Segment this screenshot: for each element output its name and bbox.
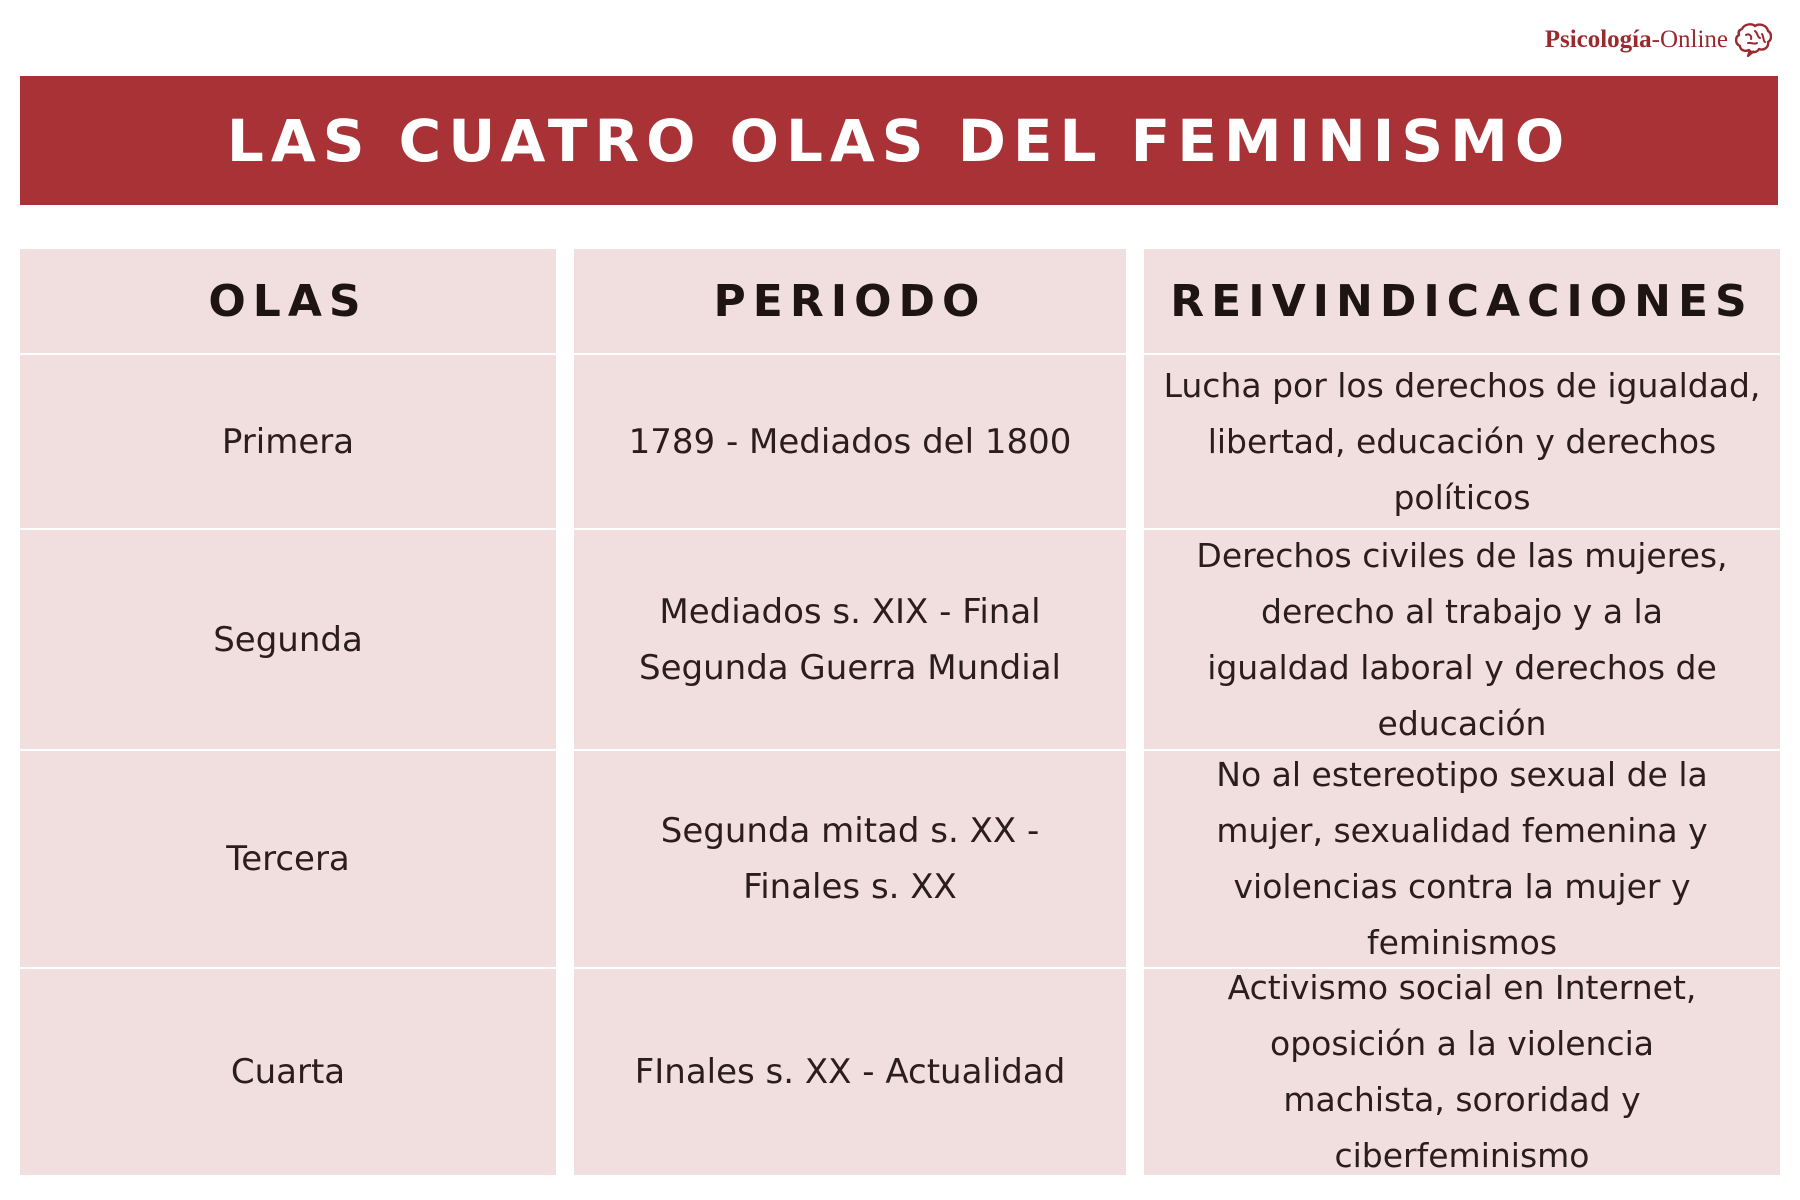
brain-icon xyxy=(1734,23,1772,57)
row-4-ola: Cuarta xyxy=(20,969,556,1175)
brand-logo xyxy=(1545,22,1772,58)
column-header-reivindicaciones: REIVINDICACIONES xyxy=(1144,249,1780,353)
column-header-olas: OLAS xyxy=(20,249,556,353)
row-3-ola: Tercera xyxy=(20,751,556,967)
brand-name: Psicología xyxy=(1544,26,1652,53)
feminism-waves-table xyxy=(20,249,1780,1175)
row-1-ola: Primera xyxy=(20,355,556,528)
row-2-periodo: Mediados s. XIX - Final Segunda Guerra Mundial xyxy=(574,530,1126,749)
row-3-periodo: Segunda mitad s. XX - Finales s. XX xyxy=(574,751,1126,967)
row-1-periodo: 1789 - Mediados del 1800 xyxy=(574,355,1126,528)
title-banner xyxy=(20,76,1778,205)
page-title: LAS CUATRO OLAS DEL FEMINISMO xyxy=(226,106,1572,175)
column-header-periodo: PERIODO xyxy=(574,249,1126,353)
row-4-periodo: FInales s. XX - Actualidad xyxy=(574,969,1126,1175)
brand-suffix: -Online xyxy=(1651,26,1728,53)
row-2-ola: Segunda xyxy=(20,530,556,749)
row-2-reivindicaciones: Derechos civiles de las mujeres, derecho al trabajo y a la igualdad laboral y derechos de educación xyxy=(1144,530,1780,749)
row-4-reivindicaciones: Activismo social en Internet, oposición a la violencia machista, sororidad y ciberfeminismo xyxy=(1144,969,1780,1175)
row-1-reivindicaciones: Lucha por los derechos de igualdad, libertad, educación y derechos políticos xyxy=(1144,355,1780,528)
row-3-reivindicaciones: No al estereotipo sexual de la mujer, sexualidad femenina y violencias contra la mujer y feminismos xyxy=(1144,751,1780,967)
